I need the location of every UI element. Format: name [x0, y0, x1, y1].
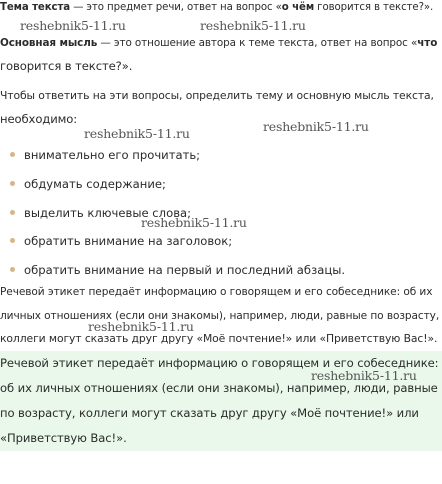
bullet-icon: [10, 210, 15, 215]
speech-etiquette-line: коллеги могут сказать друг другу «Моё почтение!» или «Приветствую Вас!».: [0, 332, 438, 345]
theme-definition-line: [0, 2, 433, 13]
watermark: reshebnik5-11.ru: [141, 215, 247, 230]
term-main-idea: Основная мысль: [0, 37, 98, 49]
list-item-text: выделить ключевые слова;: [24, 206, 192, 220]
speech-etiquette-line: личных отношениях (если они знакомы), например, люди, равные по возрасту,: [0, 310, 440, 322]
watermark: reshebnik5-11.ru: [88, 319, 194, 334]
highlighted-line: по возрасту, коллеги могут сказать друг другу «Моё почтение!» или: [0, 406, 419, 420]
bullet-icon: [10, 181, 15, 186]
list-item-text: обдумать содержание;: [24, 177, 166, 191]
highlighted-line: об их личных отношениях (если они знакомы), например, люди, равные: [0, 381, 438, 395]
watermark: reshebnik5-11.ru: [311, 368, 417, 383]
list-item: [10, 177, 166, 191]
instruction-line: Чтобы ответить на эти вопросы, определить тему и основную мысль текста,: [0, 89, 434, 102]
definition-text: говорится в тексте?».: [314, 2, 434, 13]
bullet-icon: [10, 152, 15, 157]
bullet-icon: [10, 267, 15, 272]
main-idea-definition-line: говорится в тексте?».: [0, 59, 133, 73]
watermark: reshebnik5-11.ru: [263, 119, 369, 134]
watermark: reshebnik5-11.ru: [20, 18, 126, 33]
list-item-text: обратить внимание на первый и последний абзацы.: [24, 263, 346, 277]
watermark: reshebnik5-11.ru: [84, 126, 190, 141]
speech-etiquette-line: Речевой этикет передаёт информацию о говорящем и его собеседнике: об их: [0, 286, 433, 298]
emphasis-o-chem: о чём: [281, 2, 315, 13]
list-item-text: внимательно его прочитать;: [24, 148, 201, 162]
list-item: [10, 263, 345, 277]
main-idea-definition-line: [0, 37, 437, 49]
definition-text: — это отношение автора к теме текста, ответ на вопрос «: [97, 37, 418, 49]
definition-text: — это предмет речи, ответ на вопрос «: [70, 2, 282, 13]
bullet-icon: [10, 238, 15, 243]
watermark: reshebnik5-11.ru: [200, 18, 306, 33]
emphasis-chto: что: [417, 37, 438, 49]
highlighted-line: Речевой этикет передаёт информацию о говорящем и его собеседнике:: [0, 356, 439, 370]
list-item-text: обратить внимание на заголовок;: [24, 234, 233, 248]
term-theme: Тема текста: [0, 2, 71, 13]
highlighted-line: «Приветствую Вас!».: [0, 431, 127, 445]
instruction-line: необходимо:: [0, 112, 78, 126]
list-item: [10, 148, 200, 162]
list-item: [10, 234, 232, 248]
